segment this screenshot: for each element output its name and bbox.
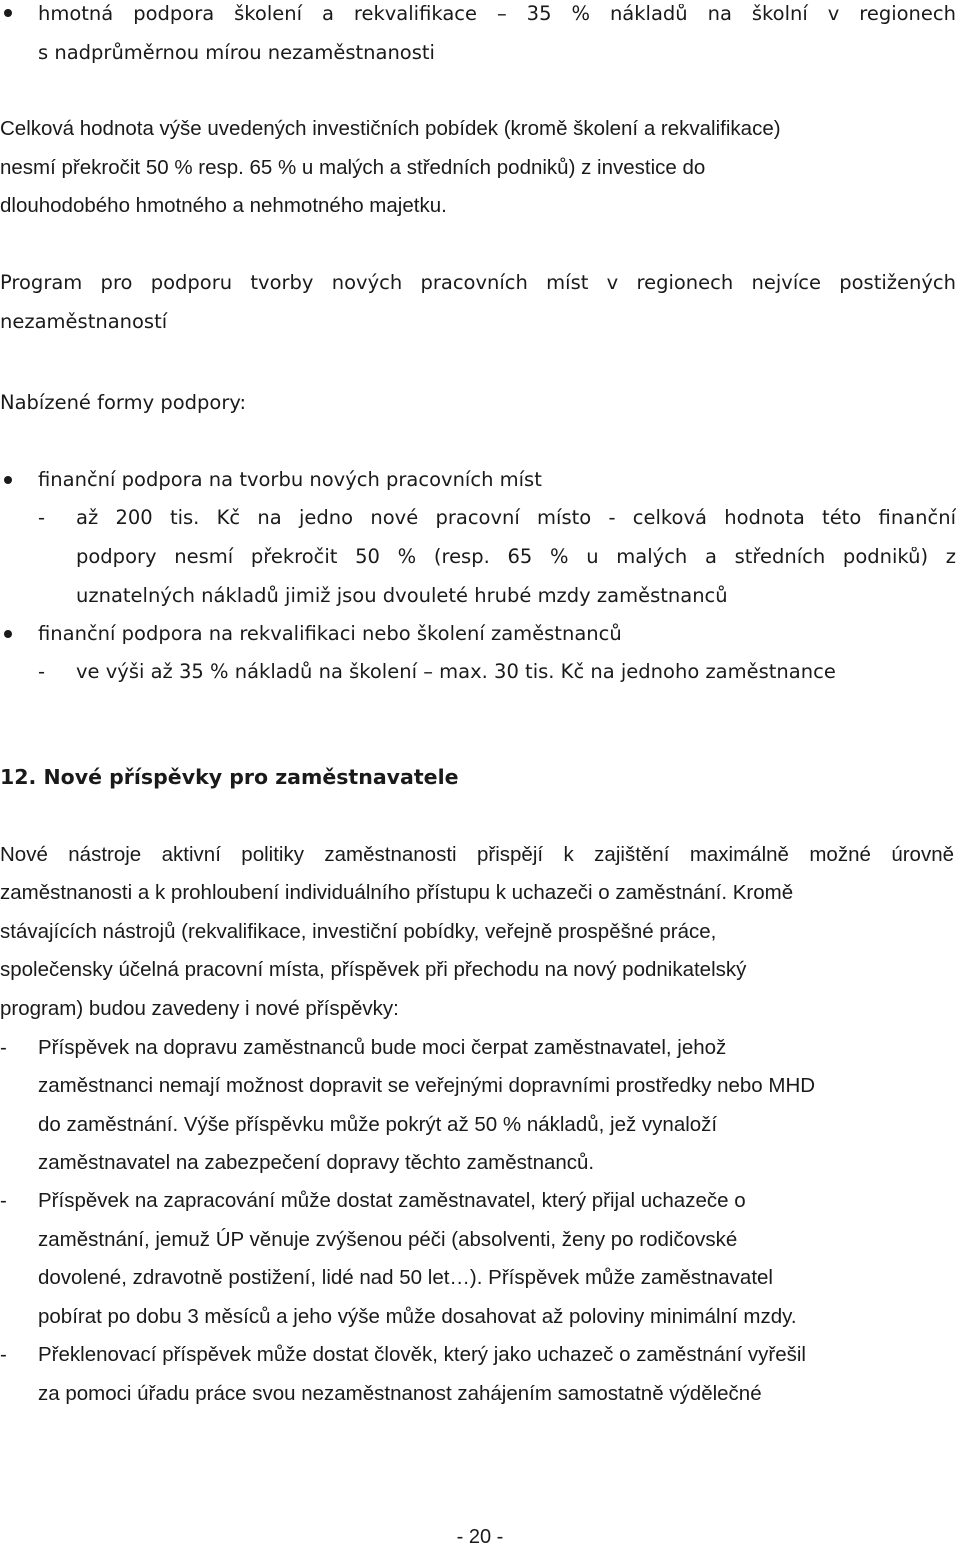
dash-marker: - xyxy=(38,506,46,529)
bullet-text-line: s nadprůměrnou mírou nezaměstnanosti xyxy=(38,41,435,64)
contribution-line: zaměstnání, jemuž ÚP věnuje zvýšenou péči (absolventi, ženy po rodičovské xyxy=(38,1228,738,1251)
contribution-line: pobírat po dobu 3 měsíců a jeho výše může dosahovat až poloviny minimální mzdy. xyxy=(38,1305,797,1328)
paragraph-line: Nové nástroje aktivní politiky zaměstnanosti přispějí k zajištění maximálně možné úrovně xyxy=(0,845,954,866)
paragraph-line: nezaměstnaností xyxy=(0,310,168,333)
paragraph-line: zaměstnanosti a k prohloubení individuálního přístupu k uchazeči o zaměstnání. Kromě xyxy=(0,881,794,904)
sub-item-line: podpory nesmí překročit 50 % (resp. 65 % u malých a středních podniků) z xyxy=(76,547,956,567)
forms-label: Nabízené formy podpory: xyxy=(0,391,247,414)
contribution-line: Překlenovací příspěvek může dostat člověk, který jako uchazeč o zaměstnání vyřešil xyxy=(38,1343,806,1366)
paragraph-line: Program pro podporu tvorby nových pracovních míst v regionech nejvíce postižených xyxy=(0,273,956,293)
contribution-line: dovolené, zdravotně postižení, lidé nad 50 let…). Příspěvek může zaměstnavatel xyxy=(38,1266,773,1289)
dash-marker: - xyxy=(0,1189,7,1212)
paragraph-line: stávajících nástrojů (rekvalifikace, investiční pobídky, veřejně prospěšné práce, xyxy=(0,920,717,943)
list-item: finanční podpora na rekvalifikaci nebo školení zaměstnanců xyxy=(38,622,622,645)
section-title: Nové příspěvky pro zaměstnavatele xyxy=(43,765,459,789)
contribution-line: za pomoci úřadu práce svou nezaměstnanost zahájením samostatně výdělečné xyxy=(38,1382,762,1405)
paragraph-line: Celková hodnota výše uvedených investičních pobídek (kromě školení a rekvalifikace) xyxy=(0,117,781,140)
sub-item-line: až 200 tis. Kč na jedno nové pracovní místo - celková hodnota této finanční xyxy=(76,508,956,528)
paragraph-line: program) budou zavedeny i nové příspěvky: xyxy=(0,997,399,1020)
paragraph-line: společensky účelná pracovní místa, příspěvek při přechodu na nový podnikatelský xyxy=(0,958,747,981)
page-number: - 20 - xyxy=(456,1526,504,1548)
sub-item-line: uznatelných nákladů jimiž jsou dvouleté hrubé mzdy zaměstnanců xyxy=(76,584,728,607)
paragraph-line: dlouhodobého hmotného a nehmotného majetku. xyxy=(0,194,447,217)
contribution-line: do zaměstnání. Výše příspěvku může pokrýt až 50 % nákladů, jež vynaloží xyxy=(38,1113,718,1136)
paragraph-line: nesmí překročit 50 % resp. 65 % u malých a středních podniků) z investice do xyxy=(0,156,706,179)
dash-marker: - xyxy=(0,1343,7,1366)
contribution-line: zaměstnavatel na zabezpečení dopravy těchto zaměstnanců. xyxy=(38,1151,595,1174)
contribution-line: Příspěvek na dopravu zaměstnanců bude moci čerpat zaměstnavatel, jehož xyxy=(38,1036,727,1059)
bullet-text-line: hmotná podpora školení a rekvalifikace – 35 % nákladů na školní v regionech xyxy=(38,4,956,24)
list-item: finanční podpora na tvorbu nových pracovních míst xyxy=(38,468,542,491)
sub-item-line: ve výši až 35 % nákladů na školení – max. 30 tis. Kč na jednoho zaměstnance xyxy=(76,660,836,683)
section-number: 12. xyxy=(0,765,37,789)
dash-marker: - xyxy=(38,660,46,683)
bullet-icon xyxy=(4,9,12,17)
contribution-line: zaměstnanci nemají možnost dopravit se veřejnými dopravními prostředky nebo MHD xyxy=(38,1074,816,1097)
contribution-line: Příspěvek na zapracování může dostat zaměstnavatel, který přijal uchazeče o xyxy=(38,1189,746,1212)
bullet-icon xyxy=(4,630,12,638)
dash-marker: - xyxy=(0,1036,7,1059)
section-heading xyxy=(0,767,459,788)
bullet-icon xyxy=(4,476,12,484)
